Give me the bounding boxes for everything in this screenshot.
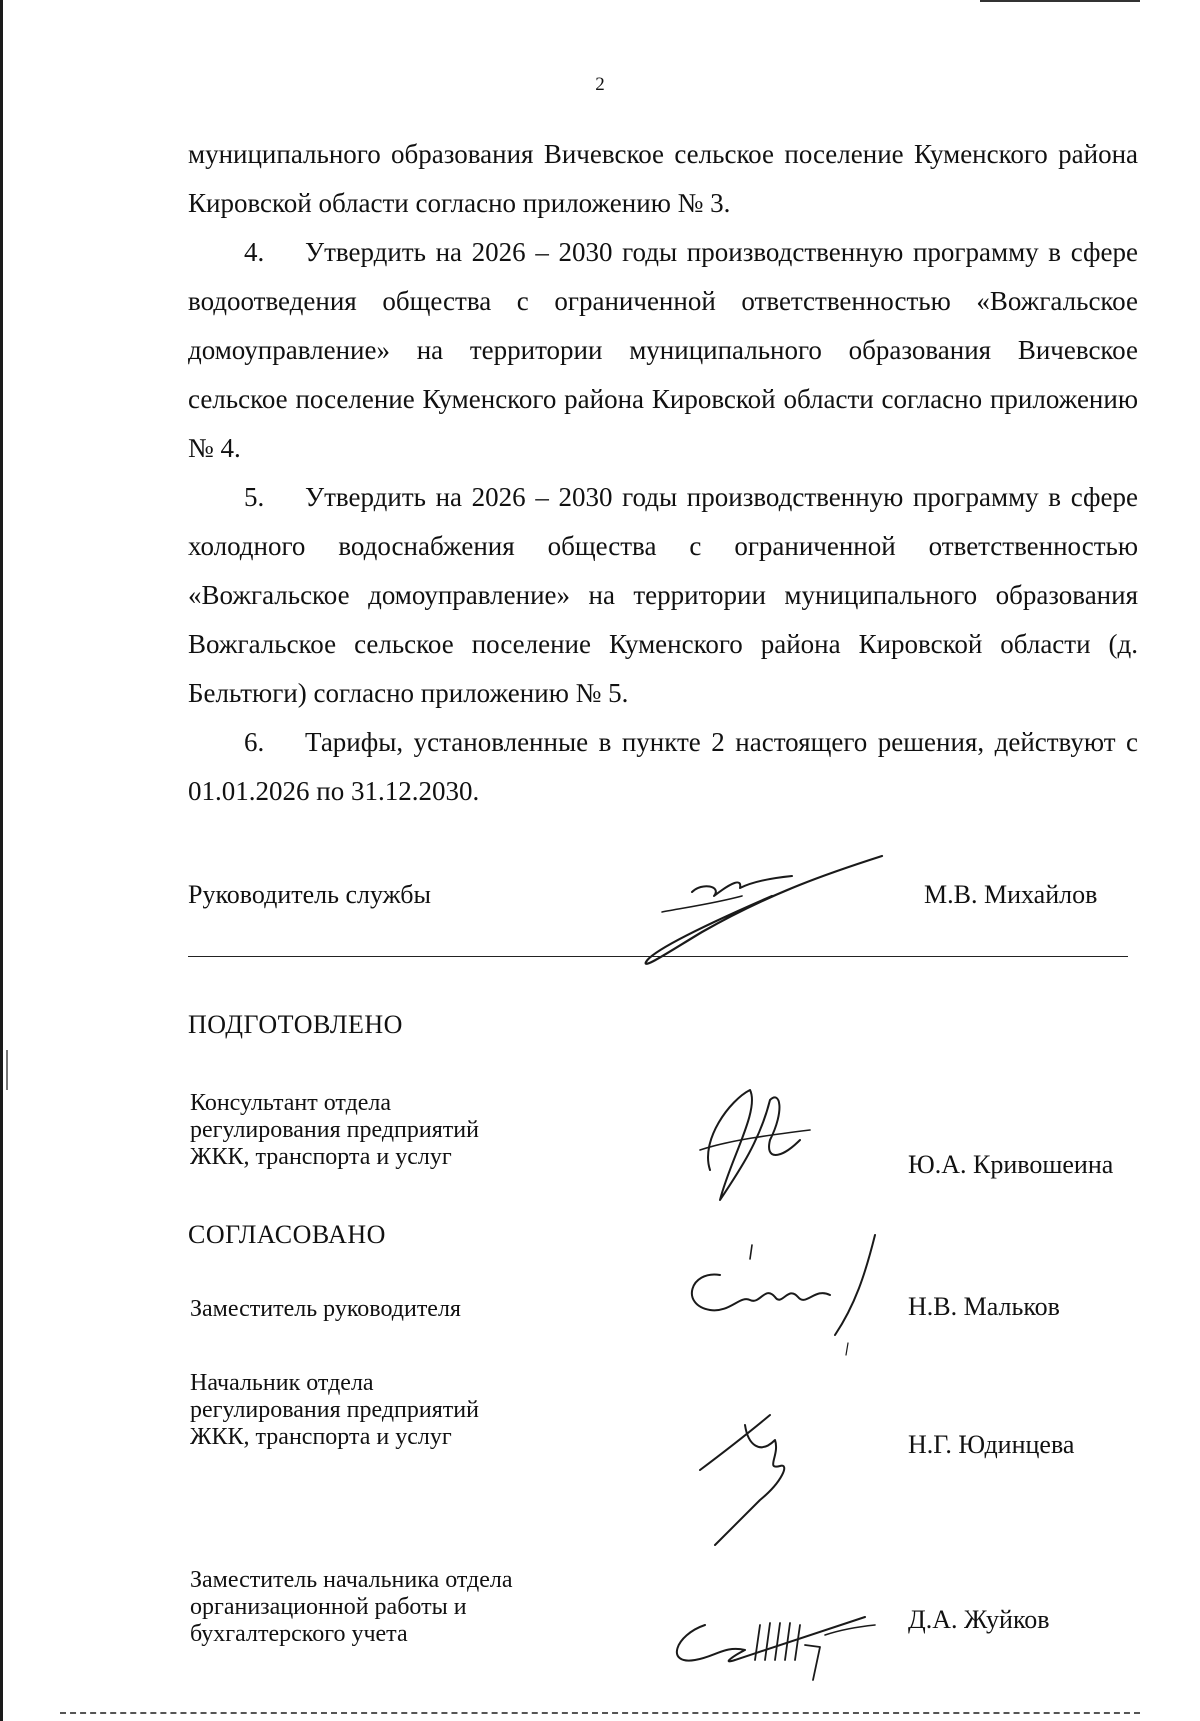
document-body: [188, 130, 1138, 816]
item-text: Утвердить на 2026 – 2030 годы производственную программу в сфере водоотведения общества с ограниченной ответственностью «Вожгальское домоуправление» на территории муниципального образования Вичевское сельское поселение Куменского района Кировской области согласно приложению № 4.: [188, 237, 1138, 463]
agreed-name-2: Н.Г. Юдинцева: [908, 1430, 1075, 1459]
paragraph-intro: муниципального образования Вичевское сельское поселение Куменского района Кировской области согласно приложению № 3.: [188, 139, 1138, 218]
scan-edge-bottom: [60, 1712, 1140, 1714]
scan-edge-top: [980, 0, 1140, 2]
prepared-name: Ю.А. Кривошеина: [908, 1150, 1114, 1179]
item-text: Утвердить на 2026 – 2030 годы производственную программу в сфере холодного водоснабжения общества с ограниченной ответственностью «Вожгальское домоуправление» на территории муниципального образования Вожгальское сельское поселение Куменского района Кировской области (д. Бельтюги) согласно приложению № 5.: [188, 482, 1138, 708]
role-line: ЖКК, транспорта и услуг: [190, 1144, 452, 1170]
scan-edge-left: [0, 0, 3, 1721]
paragraph-item-5: [188, 473, 1138, 718]
signature-divider: [188, 956, 1128, 957]
head-signature: [632, 852, 912, 972]
agreed-name-1: Н.В. Мальков: [908, 1292, 1060, 1321]
prepared-title: ПОДГОТОВЛЕНО: [188, 1010, 403, 1039]
item-text: Тарифы, установленные в пункте 2 настоящего решения, действуют с 01.01.2026 по 31.12.2030.: [188, 727, 1138, 806]
paragraph-item-6: [188, 718, 1138, 816]
item-number: 6.: [244, 727, 265, 757]
prepared-signature: [690, 1080, 820, 1210]
role-line: регулирования предприятий: [190, 1117, 479, 1143]
item-number: 4.: [244, 237, 265, 267]
role-line: ЖКК, транспорта и услуг: [190, 1424, 452, 1450]
head-title: Руководитель службы: [188, 880, 431, 909]
scan-speck: [6, 1050, 8, 1090]
role-line: бухгалтерского учета: [190, 1621, 408, 1647]
agreed-role-2: [190, 1370, 479, 1451]
role-line: организационной работы и: [190, 1594, 467, 1620]
prepared-role: [190, 1090, 479, 1171]
role-line: Начальник отдела: [190, 1370, 374, 1396]
agreed-signature-3: [665, 1605, 885, 1695]
agreed-signature-1: [670, 1225, 900, 1360]
role-line: Консультант отдела: [190, 1090, 392, 1116]
item-number: 5.: [244, 482, 265, 512]
agreed-role-1: [190, 1296, 461, 1323]
paragraph-item-4: [188, 228, 1138, 473]
agreed-signature-2: [690, 1400, 820, 1550]
agreed-role-3: [190, 1567, 513, 1648]
agreed-title: СОГЛАСОВАНО: [188, 1220, 386, 1249]
role-line: Заместитель начальника отдела: [190, 1567, 513, 1593]
agreed-name-3: Д.А. Жуйков: [908, 1605, 1050, 1634]
role-line: Заместитель руководителя: [190, 1296, 461, 1322]
role-line: регулирования предприятий: [190, 1397, 479, 1423]
head-name: М.В. Михайлов: [924, 880, 1098, 909]
page-number: 2: [595, 74, 605, 95]
